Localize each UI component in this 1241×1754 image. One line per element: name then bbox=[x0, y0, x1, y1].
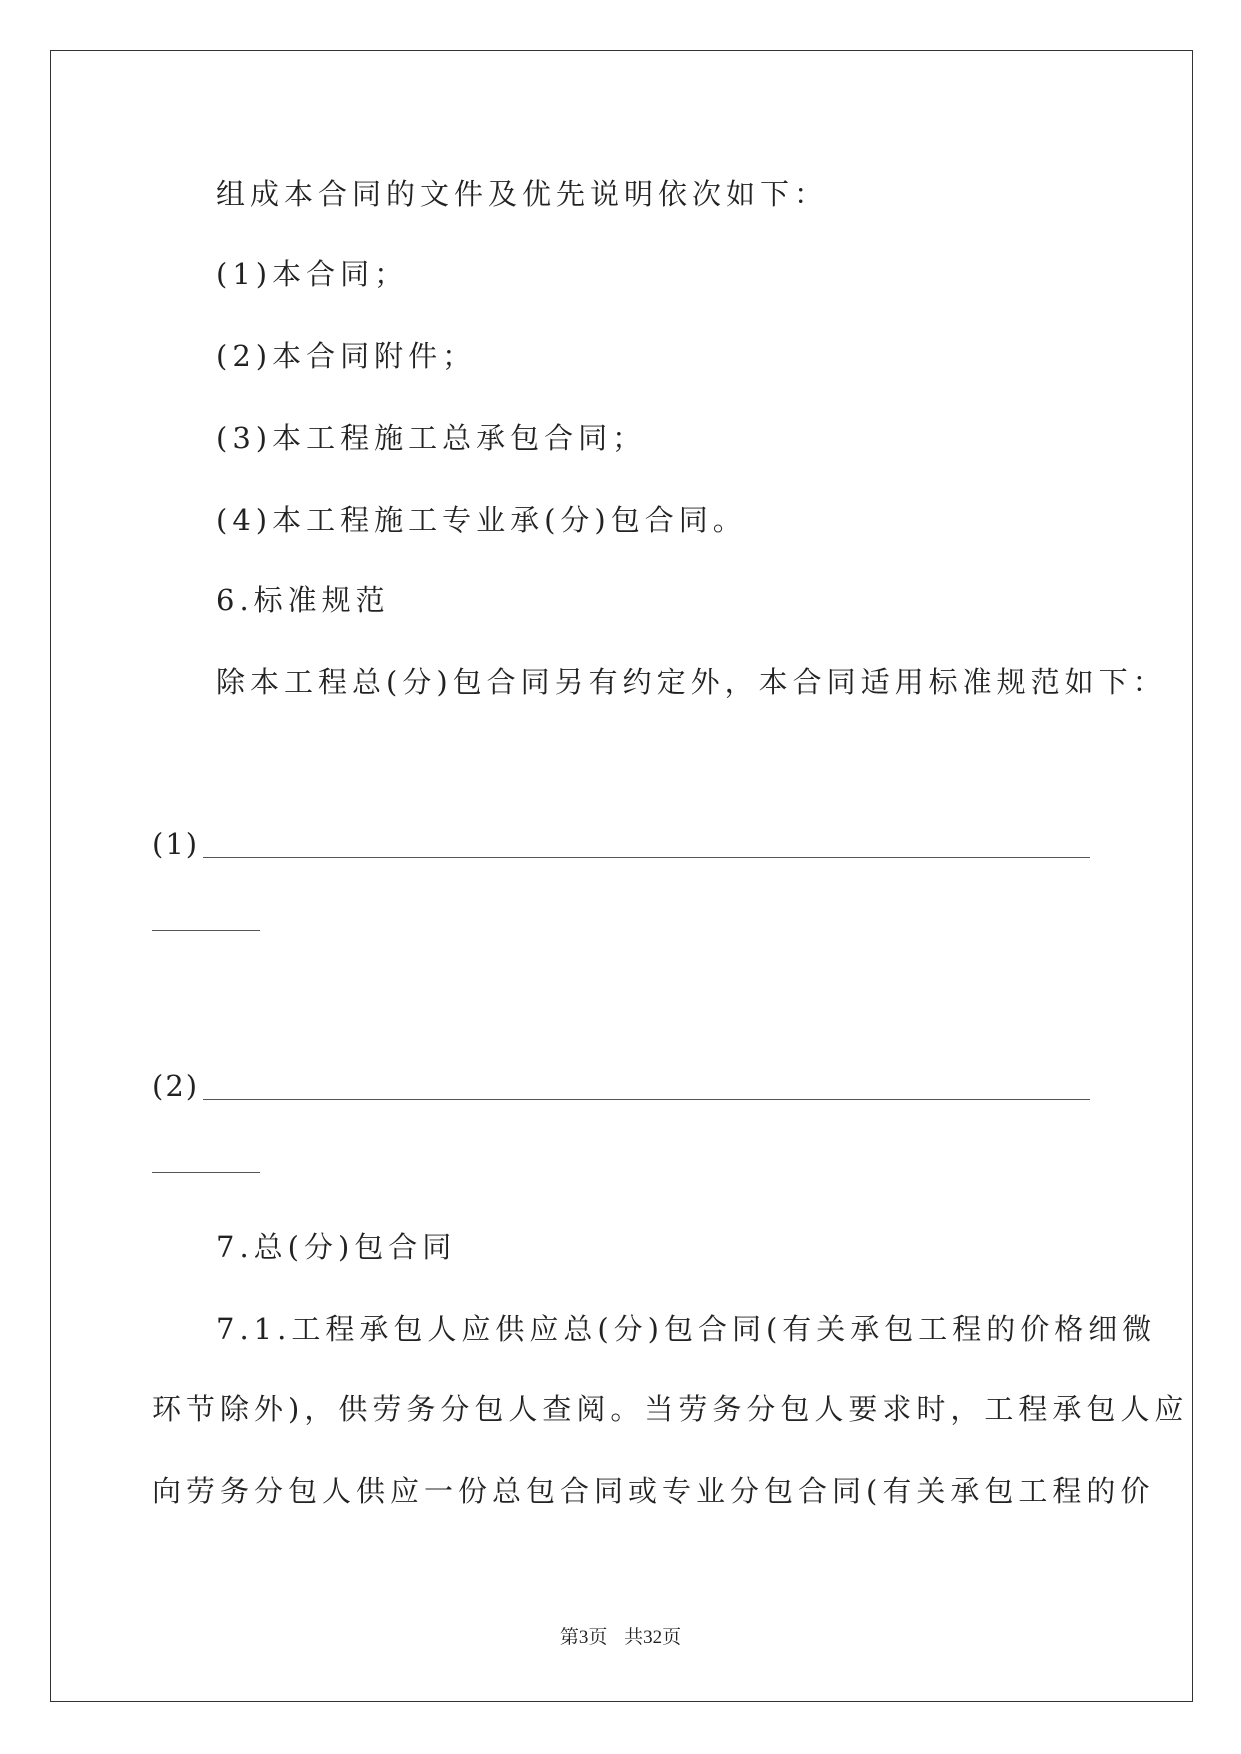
list-item-1: (1)本合同； bbox=[216, 257, 409, 291]
blank-label-1: (1) bbox=[152, 827, 200, 861]
list-item-4: (4)本工程施工专业承(分)包合同。 bbox=[216, 503, 747, 537]
section-heading-7: 7.总(分)包合同 bbox=[216, 1230, 457, 1264]
blank-underline-continuation bbox=[152, 1172, 260, 1173]
blank-underline bbox=[203, 1099, 1090, 1100]
blank-line-2 bbox=[152, 1066, 1090, 1106]
current-page-number: 第3页 bbox=[559, 1627, 608, 1648]
list-item-3: (3)本工程施工总承包合同； bbox=[216, 421, 647, 455]
paragraph-documents-intro: 组成本合同的文件及优先说明依次如下： bbox=[216, 177, 829, 211]
blank-label-2: (2) bbox=[152, 1069, 200, 1103]
paragraph-7-1-line-3: 向劳务分包人供应一份总包合同或专业分包合同(有关承包工程的价 bbox=[152, 1474, 1155, 1508]
section-heading-6: 6.标准规范 bbox=[216, 583, 390, 617]
page-footer bbox=[0, 1626, 1241, 1650]
blank-underline-continuation bbox=[152, 930, 260, 931]
list-item-2: (2)本合同附件； bbox=[216, 339, 477, 373]
paragraph-7-1-line-2: 环节除外)，供劳务分包人查阅。当劳务分包人要求时，工程承包人应 bbox=[152, 1392, 1189, 1426]
blank-line-1 bbox=[152, 824, 1090, 864]
page-frame bbox=[50, 50, 1193, 1702]
blank-underline bbox=[203, 857, 1090, 858]
paragraph-7-1-line-1: 7.1.工程承包人应供应总(分)包合同(有关承包工程的价格细微 bbox=[216, 1312, 1157, 1346]
paragraph-standards-intro: 除本工程总(分)包合同另有约定外，本合同适用标准规范如下： bbox=[216, 665, 1167, 699]
total-page-count: 共32页 bbox=[624, 1627, 682, 1648]
